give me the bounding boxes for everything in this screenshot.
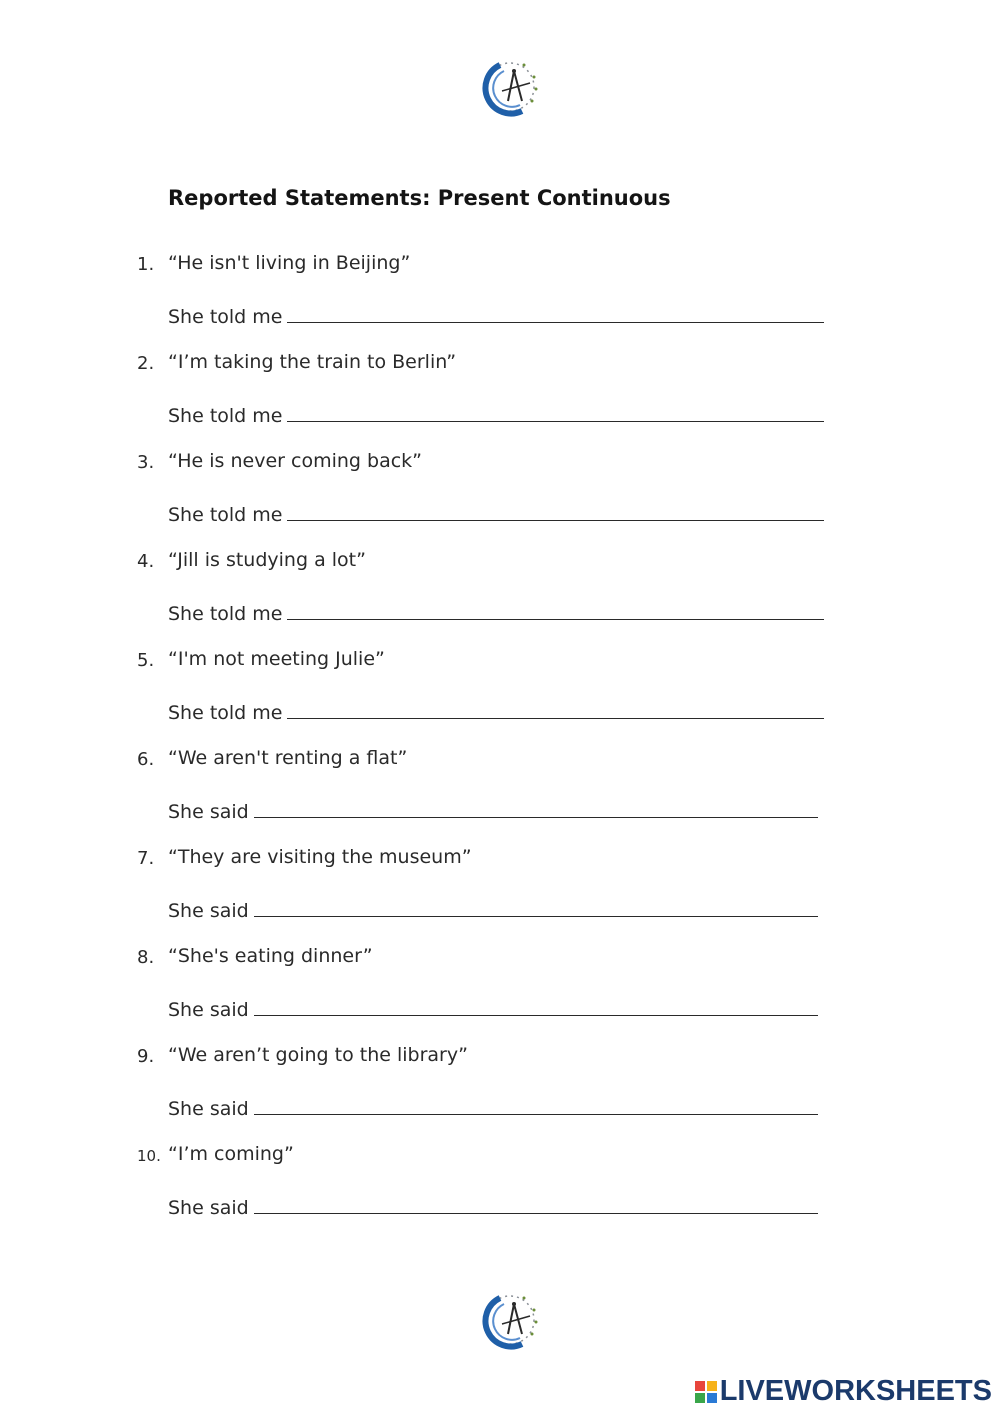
answer-blank[interactable] — [254, 1193, 818, 1214]
school-logo-icon — [478, 57, 546, 117]
answer-prefix: She said — [168, 900, 249, 922]
exercise-number: 4. — [137, 551, 155, 572]
answer-blank[interactable] — [287, 302, 824, 323]
exercise-quote: “They are visiting the museum” — [168, 846, 472, 868]
exercise-quote: “We aren't renting a flat” — [168, 747, 408, 769]
answer-prefix: She said — [168, 801, 249, 823]
exercise-quote: “I’m taking the train to Berlin” — [168, 351, 457, 373]
answer-line — [168, 896, 818, 922]
exercise-quote: “She's eating dinner” — [168, 945, 373, 967]
exercise-quote: “Jill is studying a lot” — [168, 549, 366, 571]
exercise-quote: “I'm not meeting Julie” — [168, 648, 385, 670]
liveworksheets-brand[interactable] — [695, 1377, 992, 1406]
exercise-number: 2. — [137, 353, 155, 374]
answer-line — [168, 1094, 818, 1120]
answer-blank[interactable] — [254, 896, 818, 917]
answer-prefix: She said — [168, 1197, 249, 1219]
answer-line — [168, 500, 824, 526]
answer-blank[interactable] — [254, 1094, 818, 1115]
exercise-number: 5. — [137, 650, 155, 671]
exercise-number: 9. — [137, 1046, 155, 1067]
exercise-number: 7. — [137, 848, 155, 869]
answer-blank[interactable] — [254, 797, 818, 818]
answer-prefix: She said — [168, 1098, 249, 1120]
answer-blank[interactable] — [254, 995, 818, 1016]
exercise-quote: “I’m coming” — [168, 1143, 294, 1165]
liveworksheets-wordmark: LIVEWORKSHEETS — [719, 1375, 992, 1407]
exercise-quote: “He isn't living in Beijing” — [168, 252, 411, 274]
answer-line — [168, 302, 824, 328]
worksheet-title: Reported Statements: Present Continuous — [168, 186, 671, 210]
answer-line — [168, 401, 824, 427]
exercise-number: 10. — [137, 1147, 161, 1165]
exercise-number: 1. — [137, 254, 155, 275]
answer-prefix: She said — [168, 999, 249, 1021]
answer-prefix: She told me — [168, 306, 283, 328]
answer-line — [168, 1193, 818, 1219]
answer-prefix: She told me — [168, 405, 283, 427]
exercise-number: 6. — [137, 749, 155, 770]
answer-blank[interactable] — [287, 401, 824, 422]
liveworksheets-icon — [695, 1381, 717, 1403]
answer-prefix: She told me — [168, 504, 283, 526]
answer-blank[interactable] — [287, 599, 824, 620]
answer-line — [168, 995, 818, 1021]
school-logo-footer-icon — [478, 1290, 546, 1350]
exercise-number: 8. — [137, 947, 155, 968]
answer-prefix: She told me — [168, 603, 283, 625]
exercise-quote: “He is never coming back” — [168, 450, 423, 472]
answer-blank[interactable] — [287, 500, 824, 521]
answer-line — [168, 599, 824, 625]
exercise-quote: “We aren’t going to the library” — [168, 1044, 468, 1066]
answer-blank[interactable] — [287, 698, 824, 719]
answer-prefix: She told me — [168, 702, 283, 724]
answer-line — [168, 698, 824, 724]
exercise-number: 3. — [137, 452, 155, 473]
answer-line — [168, 797, 818, 823]
